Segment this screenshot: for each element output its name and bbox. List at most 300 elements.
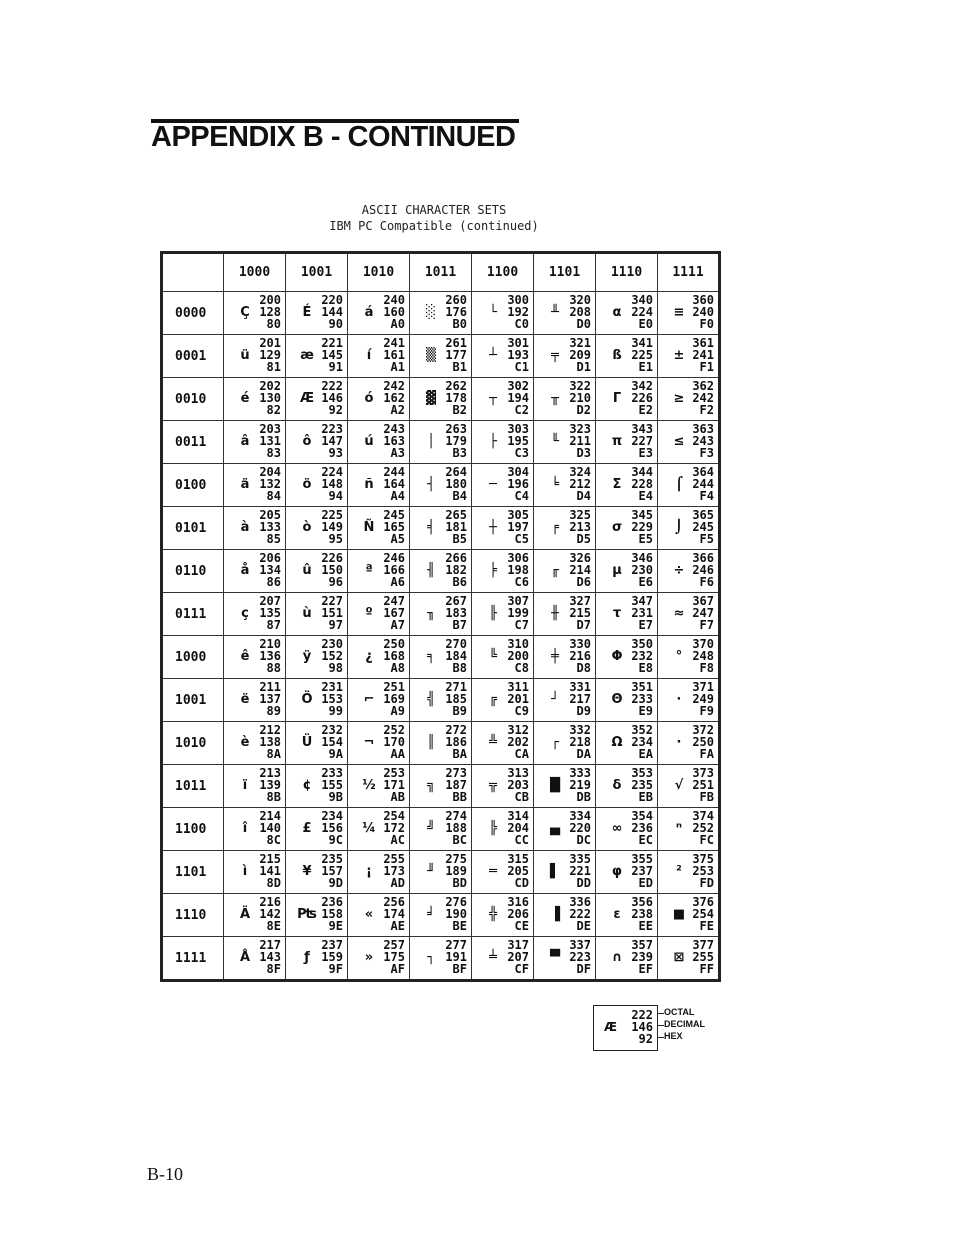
decimal-value: 135: [259, 606, 281, 620]
character-glyph: Å: [239, 950, 251, 965]
character-glyph: ╨: [551, 305, 559, 320]
hex-value: A9: [390, 704, 405, 718]
hex-value: D5: [576, 532, 591, 546]
character-glyph: ╫: [551, 606, 559, 621]
decimal-value: 132: [259, 477, 281, 491]
character-cell: [472, 421, 534, 464]
character-codes: [631, 767, 653, 803]
hex-value: BE: [452, 919, 467, 933]
decimal-value: 175: [383, 950, 405, 964]
octal-value: 344: [631, 465, 653, 479]
character-cell: [596, 636, 658, 679]
character-codes: [507, 810, 529, 846]
hex-value: FD: [699, 876, 714, 890]
character-cell: [410, 808, 472, 851]
decimal-value: 242: [692, 391, 714, 405]
character-cell: [224, 851, 286, 894]
character-cell: [286, 808, 348, 851]
octal-value: 231: [321, 680, 343, 694]
decimal-value: 220: [569, 821, 591, 835]
decimal-value: 142: [259, 907, 281, 921]
character-glyph: ╒: [551, 520, 559, 535]
hex-value: 85: [266, 532, 281, 546]
row-header: 0110: [162, 550, 224, 593]
decimal-value: 169: [383, 692, 405, 706]
character-cell: [410, 593, 472, 636]
character-glyph: ╜: [427, 864, 435, 879]
decimal-value: 221: [569, 864, 591, 878]
character-cell: [472, 808, 534, 851]
character-cell: [286, 722, 348, 765]
character-codes: [569, 724, 591, 760]
character-cell: [286, 894, 348, 937]
decimal-value: 174: [383, 907, 405, 921]
character-cell: [348, 937, 410, 981]
decimal-value: 246: [692, 563, 714, 577]
decimal-value: 236: [631, 821, 653, 835]
octal-value: 200: [259, 293, 281, 307]
character-cell: [224, 937, 286, 981]
hex-value: 93: [328, 446, 343, 460]
decimal-value: 229: [631, 520, 653, 534]
character-codes: [692, 810, 714, 846]
character-codes: [321, 853, 343, 889]
hex-value: 9A: [328, 747, 343, 761]
character-cell: [224, 679, 286, 722]
character-codes: [445, 380, 467, 416]
decimal-value: 154: [321, 735, 343, 749]
character-glyph: «: [364, 907, 374, 922]
character-glyph: Σ: [612, 477, 622, 492]
decimal-value: 197: [507, 520, 529, 534]
hex-value: B8: [452, 661, 467, 675]
octal-value: 224: [321, 465, 343, 479]
hex-value: F5: [699, 532, 714, 546]
character-cell: [224, 507, 286, 550]
legend-decimal-line: [657, 1025, 664, 1026]
character-codes: [692, 337, 714, 373]
octal-value: 205: [259, 508, 281, 522]
octal-value: 276: [445, 895, 467, 909]
octal-value: 350: [631, 637, 653, 651]
decimal-value: 196: [507, 477, 529, 491]
hex-value: 8A: [266, 747, 281, 761]
decimal-value: 192: [507, 305, 529, 319]
character-glyph: â: [240, 434, 250, 449]
character-glyph: ß: [612, 348, 622, 363]
character-codes: [507, 423, 529, 459]
character-cell: [224, 636, 286, 679]
character-codes: [507, 466, 529, 502]
character-glyph: µ: [612, 563, 622, 578]
character-codes: [507, 896, 529, 932]
decimal-value: 195: [507, 434, 529, 448]
hex-value: AA: [390, 747, 405, 761]
character-codes: [507, 939, 529, 975]
character-codes: [445, 767, 467, 803]
character-codes: [692, 681, 714, 717]
character-cell: [658, 765, 720, 808]
character-codes: [445, 681, 467, 717]
hex-value: 95: [328, 532, 343, 546]
hex-value: B7: [452, 618, 467, 632]
hex-value: 80: [266, 317, 281, 331]
decimal-value: 201: [507, 692, 529, 706]
hex-value: A4: [390, 489, 405, 503]
hex-value: C1: [514, 360, 529, 374]
character-glyph: ì: [242, 864, 248, 879]
hex-value: A2: [390, 403, 405, 417]
decimal-value: 205: [507, 864, 529, 878]
decimal-value: 189: [445, 864, 467, 878]
character-codes: [692, 595, 714, 631]
character-codes: [259, 939, 281, 975]
character-codes: [383, 810, 405, 846]
hex-value: 9B: [328, 790, 343, 804]
character-glyph: ╬: [489, 907, 497, 922]
hex-value: DF: [576, 962, 591, 976]
character-cell: [596, 550, 658, 593]
octal-value: 216: [259, 895, 281, 909]
character-codes: [569, 423, 591, 459]
octal-value: 354: [631, 809, 653, 823]
character-glyph: ╝: [427, 821, 435, 836]
hex-value: F7: [699, 618, 714, 632]
legend-box: [593, 1005, 658, 1051]
character-glyph: £: [302, 821, 312, 836]
hex-value: C3: [514, 446, 529, 460]
character-glyph: ≡: [673, 305, 685, 320]
octal-value: 302: [507, 379, 529, 393]
octal-value: 256: [383, 895, 405, 909]
table-row: [162, 507, 720, 550]
character-codes: [507, 595, 529, 631]
character-codes: [321, 552, 343, 588]
character-glyph: é: [240, 391, 250, 406]
character-cell: [348, 464, 410, 507]
character-codes: [445, 423, 467, 459]
character-codes: [383, 853, 405, 889]
decimal-value: 231: [631, 606, 653, 620]
character-codes: [445, 466, 467, 502]
character-glyph: ·: [676, 735, 682, 750]
character-glyph: τ: [612, 606, 622, 621]
character-codes: [383, 380, 405, 416]
hex-value: EF: [638, 962, 653, 976]
hex-value: EA: [638, 747, 653, 761]
decimal-value: 233: [631, 692, 653, 706]
octal-value: 364: [692, 465, 714, 479]
octal-value: 340: [631, 293, 653, 307]
octal-value: 300: [507, 293, 529, 307]
octal-value: 353: [631, 766, 653, 780]
hex-value: D4: [576, 489, 591, 503]
decimal-value: 130: [259, 391, 281, 405]
character-cell: [658, 636, 720, 679]
octal-value: 271: [445, 680, 467, 694]
character-cell: [534, 937, 596, 981]
hex-value: 8D: [266, 876, 281, 890]
octal-value: 273: [445, 766, 467, 780]
decimal-value: 173: [383, 864, 405, 878]
decimal-value: 219: [569, 778, 591, 792]
character-codes: [692, 767, 714, 803]
character-codes: [445, 810, 467, 846]
octal-value: 237: [321, 938, 343, 952]
row-header: 1011: [162, 765, 224, 808]
caption-line-2: IBM PC Compatible (continued): [329, 219, 539, 233]
character-cell: [658, 593, 720, 636]
character-cell: [472, 507, 534, 550]
decimal-value: 185: [445, 692, 467, 706]
character-glyph: ▐: [550, 907, 560, 922]
decimal-value: 245: [692, 520, 714, 534]
decimal-value: 184: [445, 649, 467, 663]
decimal-value: 215: [569, 606, 591, 620]
octal-value: 204: [259, 465, 281, 479]
character-codes: [259, 681, 281, 717]
octal-value: 367: [692, 594, 714, 608]
hex-value: 9F: [328, 962, 343, 976]
character-cell: [534, 722, 596, 765]
decimal-value: 128: [259, 305, 281, 319]
hex-value: E1: [638, 360, 653, 374]
character-glyph: ┤: [427, 477, 435, 492]
character-glyph: ├: [489, 434, 497, 449]
character-codes: [569, 853, 591, 889]
hex-value: CC: [514, 833, 529, 847]
decimal-value: 223: [569, 950, 591, 964]
hex-value: E0: [638, 317, 653, 331]
character-glyph: ₧: [297, 907, 317, 922]
character-glyph: ╥: [551, 391, 559, 406]
character-glyph: Θ: [611, 692, 623, 707]
octal-value: 220: [321, 293, 343, 307]
character-cell: [410, 550, 472, 593]
character-glyph: ⌡: [675, 520, 683, 535]
character-codes: [507, 380, 529, 416]
octal-value: 323: [569, 422, 591, 436]
character-codes: [631, 552, 653, 588]
character-cell: [596, 292, 658, 335]
decimal-value: 238: [631, 907, 653, 921]
decimal-value: 218: [569, 735, 591, 749]
hex-value: 82: [266, 403, 281, 417]
character-codes: [259, 724, 281, 760]
decimal-value: 228: [631, 477, 653, 491]
character-cell: [348, 679, 410, 722]
character-glyph: ⁿ: [676, 821, 682, 836]
character-cell: [286, 765, 348, 808]
character-cell: [348, 292, 410, 335]
decimal-value: 163: [383, 434, 405, 448]
hex-value: C7: [514, 618, 529, 632]
octal-value: 356: [631, 895, 653, 909]
octal-value: 265: [445, 508, 467, 522]
decimal-value: 230: [631, 563, 653, 577]
character-glyph: ═: [489, 864, 497, 879]
octal-value: 347: [631, 594, 653, 608]
decimal-value: 254: [692, 907, 714, 921]
character-cell: [658, 722, 720, 765]
character-cell: [596, 937, 658, 981]
character-glyph: ù: [302, 606, 312, 621]
character-glyph: │: [427, 434, 435, 449]
character-codes: [569, 638, 591, 674]
character-codes: [631, 595, 653, 631]
decimal-value: 178: [445, 391, 467, 405]
decimal-value: 253: [692, 864, 714, 878]
hex-value: A6: [390, 575, 405, 589]
character-glyph: ┼: [489, 520, 497, 535]
decimal-value: 180: [445, 477, 467, 491]
character-codes: [631, 466, 653, 502]
decimal-value: 193: [507, 348, 529, 362]
decimal-value: 153: [321, 692, 343, 706]
decimal-value: 209: [569, 348, 591, 362]
hex-value: DB: [576, 790, 591, 804]
hex-value: AB: [390, 790, 405, 804]
table-body: [162, 292, 720, 981]
octal-value: 235: [321, 852, 343, 866]
character-glyph: ╡: [427, 520, 435, 535]
character-glyph: ╗: [427, 778, 435, 793]
decimal-value: 252: [692, 821, 714, 835]
hex-value: 8E: [266, 919, 281, 933]
octal-value: 314: [507, 809, 529, 823]
character-cell: [472, 550, 534, 593]
hex-value: A5: [390, 532, 405, 546]
hex-value: C6: [514, 575, 529, 589]
decimal-value: 134: [259, 563, 281, 577]
hex-value: 98: [328, 661, 343, 675]
corner-cell: [162, 253, 224, 292]
octal-value: 311: [507, 680, 529, 694]
hex-value: 91: [328, 360, 343, 374]
hex-value: E3: [638, 446, 653, 460]
decimal-value: 224: [631, 305, 653, 319]
character-glyph: ö: [302, 477, 312, 492]
row-header: 0001: [162, 335, 224, 378]
hex-value: E4: [638, 489, 653, 503]
character-glyph: ╢: [427, 563, 435, 578]
decimal-value: 241: [692, 348, 714, 362]
legend-glyph: Æ: [604, 1020, 618, 1034]
character-codes: [383, 509, 405, 545]
character-cell: [472, 765, 534, 808]
character-cell: [596, 679, 658, 722]
decimal-value: 234: [631, 735, 653, 749]
octal-value: 342: [631, 379, 653, 393]
character-cell: [224, 593, 286, 636]
hex-value: E5: [638, 532, 653, 546]
character-cell: [472, 937, 534, 981]
octal-value: 310: [507, 637, 529, 651]
character-codes: [631, 294, 653, 330]
table-row: [162, 894, 720, 937]
hex-value: 92: [328, 403, 343, 417]
octal-value: 251: [383, 680, 405, 694]
character-cell: [410, 507, 472, 550]
decimal-value: 191: [445, 950, 467, 964]
character-glyph: ╔: [489, 692, 497, 707]
character-glyph: ≈: [673, 606, 685, 621]
character-glyph: î: [242, 821, 248, 836]
character-cell: [410, 464, 472, 507]
decimal-value: 237: [631, 864, 653, 878]
octal-value: 324: [569, 465, 591, 479]
page-title: APPENDIX B - CONTINUED: [151, 121, 516, 153]
character-codes: [259, 810, 281, 846]
character-cell: [658, 679, 720, 722]
octal-value: 240: [383, 293, 405, 307]
character-glyph: ¡: [366, 864, 372, 879]
octal-value: 260: [445, 293, 467, 307]
decimal-value: 181: [445, 520, 467, 534]
character-codes: [383, 767, 405, 803]
row-header: 0100: [162, 464, 224, 507]
character-cell: [348, 808, 410, 851]
octal-value: 254: [383, 809, 405, 823]
character-cell: [534, 292, 596, 335]
octal-value: 206: [259, 551, 281, 565]
octal-value: 375: [692, 852, 714, 866]
octal-value: 370: [692, 637, 714, 651]
character-codes: [445, 896, 467, 932]
character-glyph: ╖: [427, 606, 435, 621]
octal-value: 360: [692, 293, 714, 307]
octal-value: 372: [692, 723, 714, 737]
table-row: [162, 851, 720, 894]
decimal-value: 188: [445, 821, 467, 835]
decimal-value: 250: [692, 735, 714, 749]
character-glyph: ▄: [550, 821, 560, 836]
character-codes: [631, 853, 653, 889]
decimal-value: 214: [569, 563, 591, 577]
octal-value: 315: [507, 852, 529, 866]
octal-value: 227: [321, 594, 343, 608]
octal-value: 330: [569, 637, 591, 651]
character-codes: [321, 466, 343, 502]
hex-value: C9: [514, 704, 529, 718]
decimal-value: 149: [321, 520, 343, 534]
character-codes: [259, 294, 281, 330]
character-codes: [445, 939, 467, 975]
character-cell: [410, 937, 472, 981]
character-codes: [507, 552, 529, 588]
character-codes: [631, 423, 653, 459]
hex-value: DD: [576, 876, 591, 890]
character-cell: [658, 292, 720, 335]
row-header: 1001: [162, 679, 224, 722]
table-row: [162, 464, 720, 507]
character-glyph: ╙: [551, 434, 559, 449]
hex-value: F3: [699, 446, 714, 460]
hex-value: D9: [576, 704, 591, 718]
character-cell: [534, 636, 596, 679]
hex-value: 9E: [328, 919, 343, 933]
octal-value: 274: [445, 809, 467, 823]
character-glyph: ░: [426, 305, 436, 320]
decimal-value: 225: [631, 348, 653, 362]
hex-value: 99: [328, 704, 343, 718]
character-cell: [286, 507, 348, 550]
character-glyph: ╞: [489, 563, 497, 578]
hex-value: B6: [452, 575, 467, 589]
hex-value: EB: [638, 790, 653, 804]
character-cell: [534, 679, 596, 722]
column-header: 1100: [472, 253, 534, 292]
